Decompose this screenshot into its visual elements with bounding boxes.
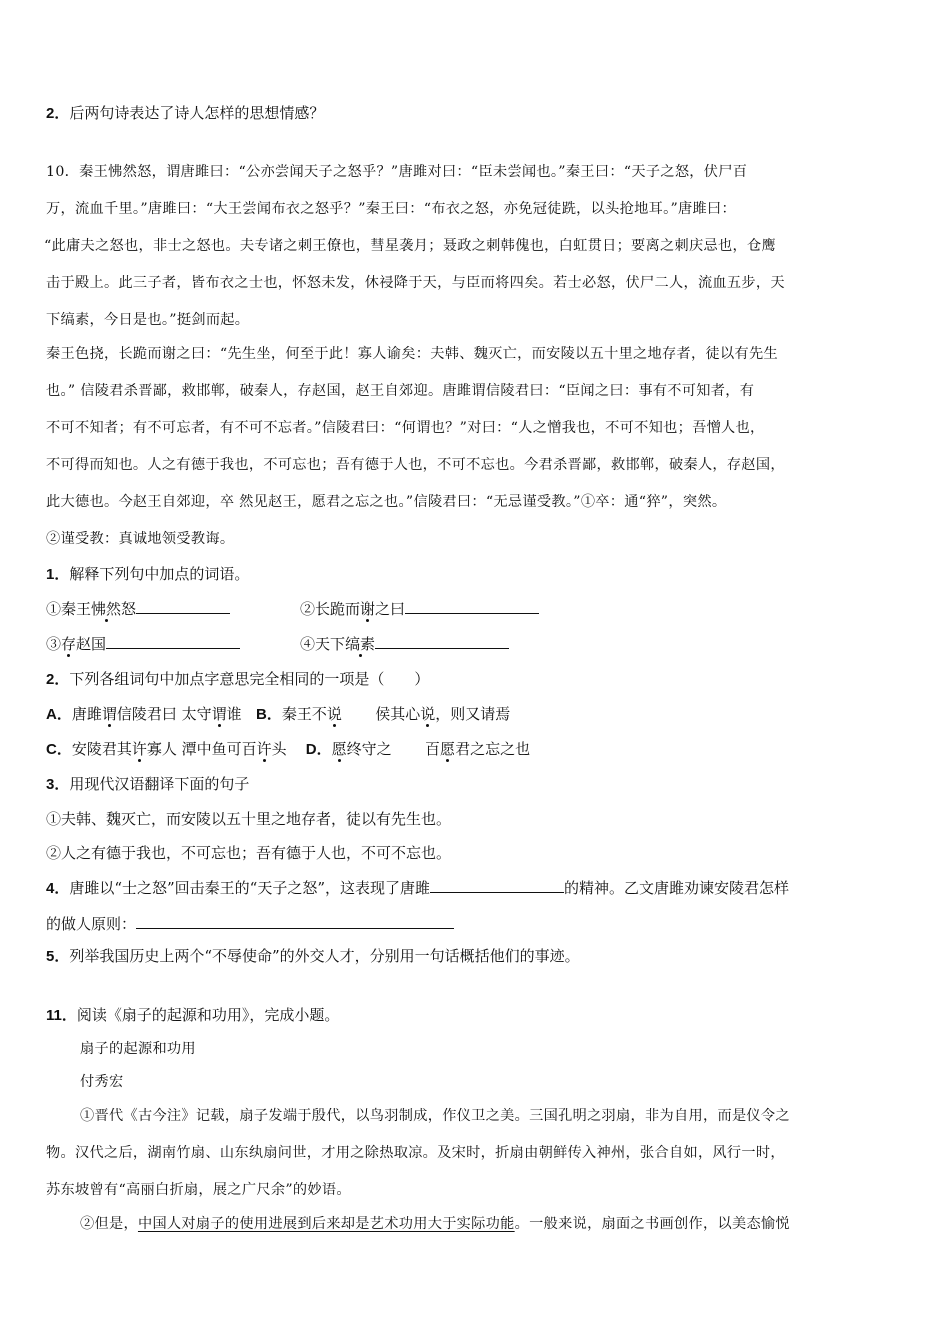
answer-blank[interactable] [136,597,230,614]
q10-sub1-item-2: ②长跪而谢之曰 [300,597,539,620]
q10-line-5: 下缟素，今日是也。”挺剑而起。 [46,312,250,328]
q11-p1-line-2: 物。汉代之后，湖南竹扇、山东纨扇问世，才用之除热取凉。及宋时，折扇由朝鲜传入神州，张合自如，风行一时， [46,1145,785,1161]
q11-p2-line-1: ②但是，中国人对扇子的使用进展到后来却是艺术功用大于实际功能。一般来说，扇面之书画创作，以美态愉悦 [80,1216,790,1232]
q10-line-9: 不可得而知也。人之有德于我也，不可忘也；吾有德于人也，不可不忘也。今君杀晋鄙，救邯郸，破秦人，存赵国， [46,457,785,473]
underlined-sentence: 中国人对扇子的使用进展到后来却是艺术功用大于实际功能 [137,1216,515,1232]
q10-sub2-options-cd: C．安陵君其许寡人 潭中鱼可百许头 D．愿终守之 百愿君之忘之也 [46,740,531,758]
q10-sub5: 5．列举我国历史上两个“不辱使命”的外交人才，分别用一句话概括他们的事迹。 [46,947,580,965]
q10-line-11: ②谨受教：真诚地领受教诲。 [46,531,235,547]
answer-blank[interactable] [405,597,539,614]
q10-line-4: 击于殿上。此三子者，皆布衣之士也，怀怒未发，休祲降于天，与臣而将四矣。若士必怒，伏尸二人，流血五步，天 [46,275,785,291]
q10-sub3-s1: ①夫韩、魏灭亡，而安陵以五十里之地存者，徒以有先生也。 [46,810,452,828]
answer-blank[interactable] [136,912,454,929]
q10-sub1-item-1: ①秦王怫然怒 [46,597,230,620]
q10-sub1-item-3: ③存赵国 [46,632,240,655]
q10-sub4-cont: 的做人原则： [46,912,454,935]
q11-p1-line-1: ①晋代《古今注》记载，扇子发端于殷代，以鸟羽制成，作仪卫之美。三国孔明之羽扇，非为自用，而是仪令之 [80,1108,790,1124]
q10-sub2-options-ab: A．唐雎谓信陵君曰 太守谓谁 B．秦王不说 侯其心说，则又请焉 [46,705,511,723]
answer-blank[interactable] [430,876,564,893]
q10-sub4: 4．唐雎以“士之怒”回击秦王的“天子之怒”，这表现了唐雎 的精神。乙文唐雎劝谏安陵君怎样 [46,876,789,900]
q10-sub3-s2: ②人之有德于我也，不可忘也；吾有德于人也，不可不忘也。 [46,844,452,862]
q11-article-author: 付秀宏 [80,1074,124,1090]
question-2-prev: 2．后两句诗表达了诗人怎样的思想情感？ [46,104,325,122]
q11-p1-line-3: 苏东坡曾有“高丽白折扇，展之广尺余”的妙语。 [46,1182,351,1198]
q10-line-10: 此大德也。今赵王自郊迎，卒 然见赵王，愿君之忘之也。”信陵君曰：“无忌谨受教。”①卒：通“猝”，突然。 [46,494,727,510]
q10-line-8: 不可不知者；有不可忘者，有不可不忘者。”信陵君曰：“何谓也？”对曰：“人之憎我也，不可不知也；吾憎人也， [46,420,765,436]
q10-sub1-item-4: ④天下缟素 [300,632,509,655]
answer-blank[interactable] [375,632,509,649]
q10-sub2: 2．下列各组词句中加点字意思完全相同的一项是（ ） [46,670,430,688]
q10-sub3: 3．用现代汉语翻译下面的句子 [46,775,250,793]
q11-article-title: 扇子的起源和功用 [80,1041,196,1057]
q10-sub1: 1．解释下列句中加点的词语。 [46,565,250,583]
q10-line-3: “此庸夫之怒也，非士之怒也。夫专诸之刺王僚也，彗星袭月；聂政之刺韩傀也，白虹贯日；要离之刺庆忌也，仓鹰 [44,238,776,254]
q10-line-1: 10．秦王怫然怒，谓唐雎曰：“公亦尝闻天子之怒乎？”唐雎对曰：“臣未尝闻也。”秦王曰：“天子之怒，伏尸百 [46,164,748,180]
q10-line-2: 万，流血千里。”唐雎曰：“大王尝闻布衣之怒乎？”秦王曰：“布衣之怒，亦免冠徒跣，以头抢地耳。”唐雎曰： [46,201,736,217]
q10-line-6: 秦王色挠，长跪而谢之曰：“先生坐，何至于此！寡人谕矣：夫韩、魏灭亡，而安陵以五十里之地存者，徒以有先生 [46,346,778,362]
q11-header: 11．阅读《扇子的起源和功用》，完成小题。 [46,1006,340,1024]
q10-line-7: 也。” 信陵君杀晋鄙，救邯郸，破秦人，存赵国，赵王自郊迎。唐雎谓信陵君曰：“臣闻之曰：事有不可知者，有 [46,383,755,399]
answer-blank[interactable] [106,632,240,649]
